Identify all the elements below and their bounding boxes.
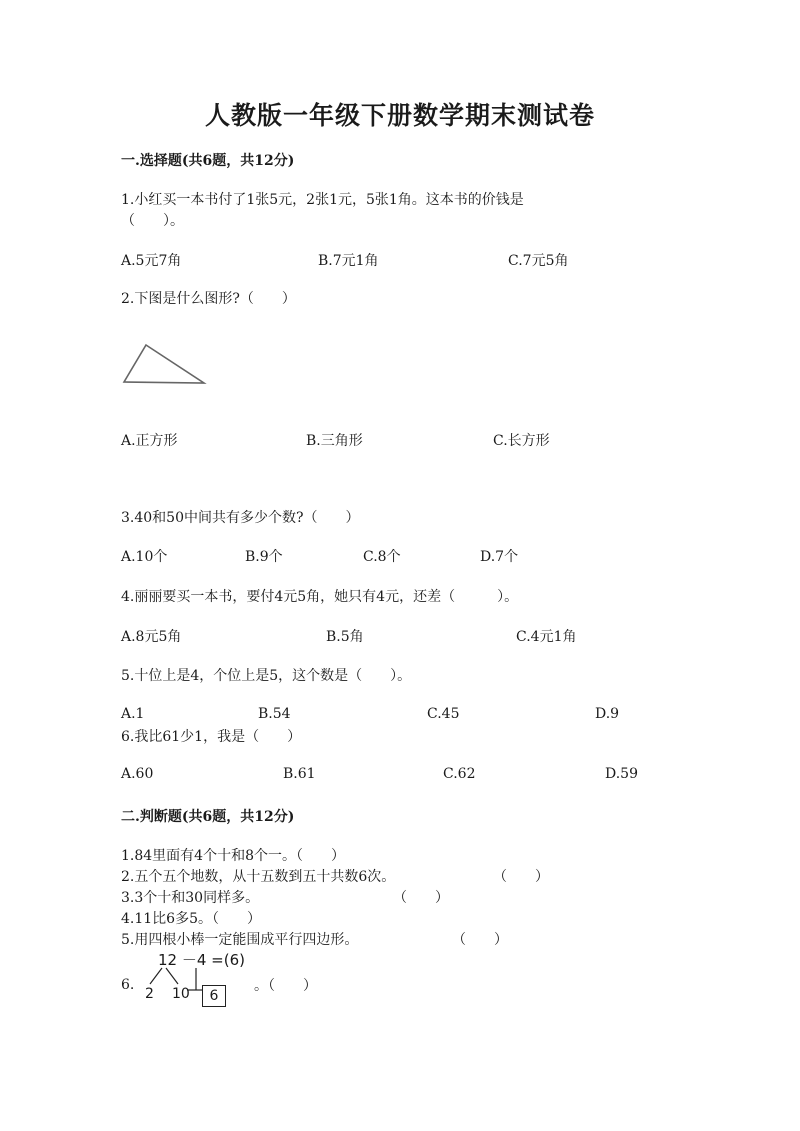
question-2-option-b: B.三角形 [306,433,363,449]
split-right-value: 10 [172,986,190,1002]
question-6-option-d: D.59 [605,766,638,782]
judgement-item-2-blank: （ ） [493,869,549,885]
question-4-option-c: C.4元1角 [516,629,577,645]
question-2-option-c: C.长方形 [493,433,550,449]
question-3-option-a: A.10个 [121,549,168,565]
question-6-option-a: A.60 [121,766,154,782]
question-5-option-b: B.54 [258,706,291,722]
question-1-blank: （ ）。 [121,213,184,229]
question-5-option-d: D.9 [595,706,620,722]
question-4-option-b: B.5角 [326,629,364,645]
split-line-left [150,968,162,984]
question-5-text: 5.十位上是4，个位上是5，这个数是（ ）。 [121,668,412,684]
triangle-figure [120,340,210,390]
question-6-text: 6.我比61少1，我是（ ） [121,729,302,745]
page-title: 人教版一年级下册数学期末测试卷 [204,101,595,130]
question-6-option-b: B.61 [283,766,316,782]
judgement-item-5: 5.用四根小棒一定能围成平行四边形。 [121,932,359,948]
question-1-option-c: C.7元5角 [508,253,569,269]
question-1-option-b: B.7元1角 [318,253,379,269]
judgement-item-1: 1.84里面有4个十和8个一。（ ） [121,848,345,864]
question-2-option-a: A.正方形 [121,433,178,449]
judgement-item-5-blank: （ ） [452,932,508,948]
question-4-option-a: A.8元5角 [121,629,182,645]
section-heading-judgement: 二.判断题(共6题，共12分) [121,809,295,825]
judgement-item-6-suffix: 。（ ） [254,978,317,994]
question-6-option-c: C.62 [443,766,476,782]
answer-box: 6 [202,985,226,1007]
question-3-option-d: D.7个 [480,549,519,565]
question-5-option-c: C.45 [427,706,460,722]
question-3-option-b: B.9个 [245,549,283,565]
question-2-text: 2.下图是什么图形?（ ） [121,291,296,307]
question-1-option-a: A.5元7角 [121,253,182,269]
question-3-option-c: C.8个 [363,549,401,565]
question-3-text: 3.40和50中间共有多少个数?（ ） [121,510,360,526]
judgement-item-3: 3.3个十和30同样多。 [121,890,260,906]
question-1-text: 1.小红买一本书付了1张5元，2张1元，5张1角。这本书的价钱是 [121,192,524,208]
split-expression: 12 －4 =(6) [158,951,245,969]
judgement-item-3-blank: （ ） [393,890,449,906]
split-left-value: 2 [145,986,154,1002]
section-heading-choice: 一.选择题(共6题，共12分) [121,153,295,169]
judgement-item-6-number: 6. [121,977,135,993]
question-4-text: 4.丽丽要买一本书，要付4元5角，她只有4元，还差（ ）。 [121,589,519,605]
split-line-right [166,968,178,984]
triangle-shape [124,345,204,383]
judgement-item-2: 2.五个五个地数，从十五数到五十共数6次。 [121,869,396,885]
judgement-item-4: 4.11比6多5。（ ） [121,911,261,927]
question-5-option-a: A.1 [121,706,145,722]
